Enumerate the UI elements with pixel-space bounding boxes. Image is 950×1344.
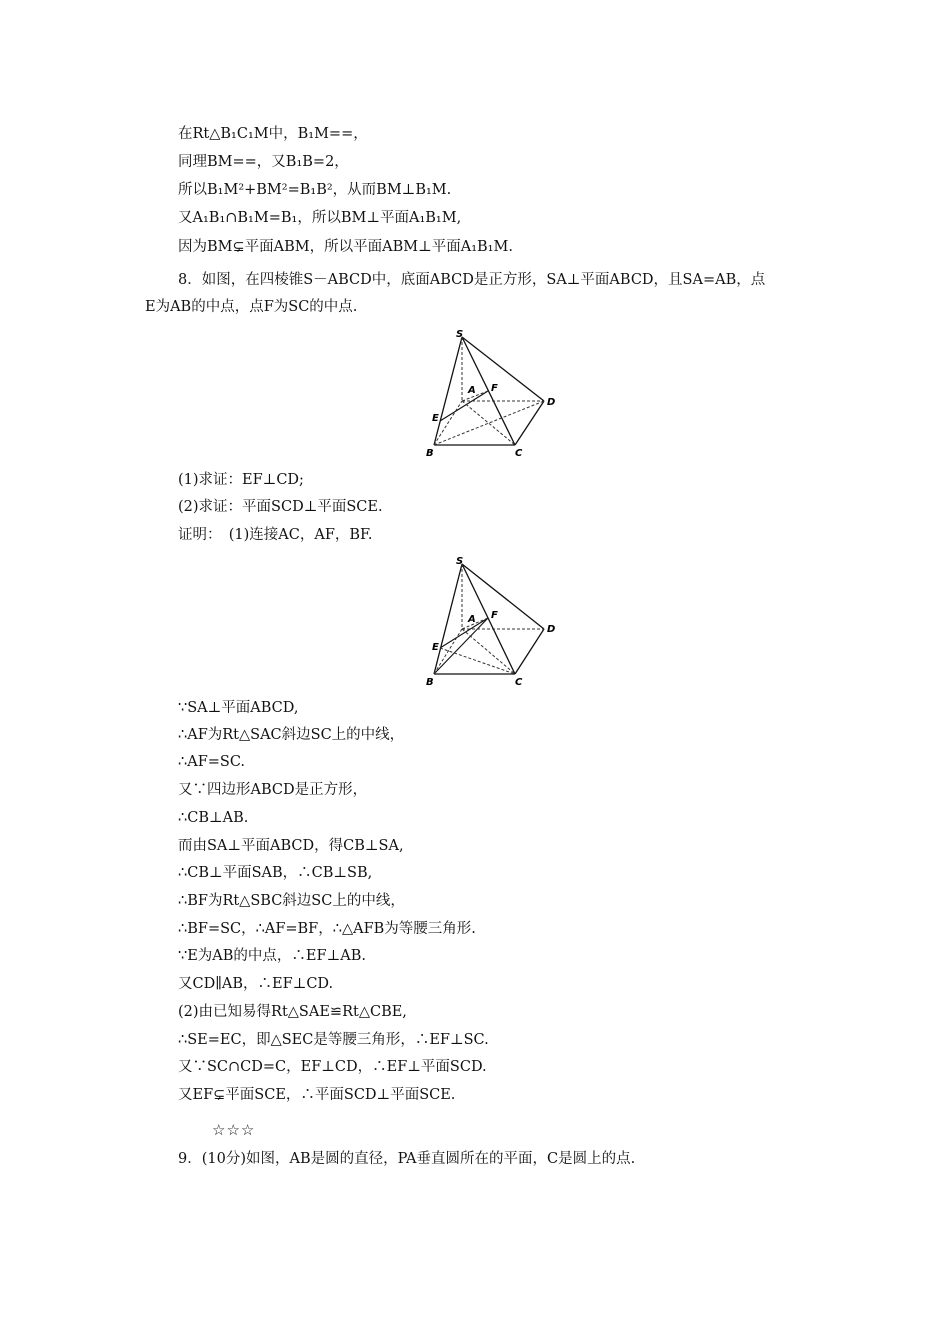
proof-line: ∴CB⊥AB. xyxy=(178,810,249,826)
label-B: B xyxy=(426,677,434,688)
label-D: D xyxy=(547,397,556,408)
proof-line: ∵SA⊥平面ABCD, xyxy=(178,700,299,716)
text-line: 因为BM⊊平面ABM，所以平面ABM⊥平面A₁B₁M. xyxy=(178,239,513,255)
proof-line: ∴CB⊥平面SAB，∴CB⊥SB, xyxy=(178,865,373,881)
star-divider: ☆☆☆ xyxy=(212,1121,256,1139)
label-D: D xyxy=(547,624,556,635)
label-F: F xyxy=(491,383,498,394)
proof-line: ∴BF为Rt△SBC斜边SC上的中线， xyxy=(178,893,405,909)
pyramid-figure-1 xyxy=(420,325,560,463)
proof-line: 又CD∥AB，∴EF⊥CD. xyxy=(178,976,334,992)
label-C: C xyxy=(515,448,523,459)
label-S: S xyxy=(456,556,464,567)
proof-line: ∴AF=SC. xyxy=(178,754,246,770)
label-B: B xyxy=(426,448,434,459)
label-S: S xyxy=(456,329,464,340)
label-C: C xyxy=(515,677,523,688)
proof-line: ∵E为AB的中点，∴EF⊥AB. xyxy=(178,948,366,964)
question-2: (2)求证：平面SCD⊥平面SCE. xyxy=(178,499,383,515)
proof-line: ∴SE=EC，即△SEC是等腰三角形，∴EF⊥SC. xyxy=(178,1032,489,1048)
label-E: E xyxy=(432,642,439,653)
problem-8-statement-cont: E为AB的中点，点F为SC的中点. xyxy=(145,299,358,315)
proof-line: ∴BF=SC，∴AF=BF，∴△AFB为等腰三角形. xyxy=(178,921,476,937)
label-A: A xyxy=(468,614,476,625)
problem-9-statement: 9．(10分)如图，AB是圆的直径，PA垂直圆所在的平面，C是圆上的点. xyxy=(178,1151,636,1167)
proof-line: 又∵四边形ABCD是正方形， xyxy=(178,782,368,798)
pyramid-figure-2 xyxy=(420,552,560,690)
label-F: F xyxy=(491,610,498,621)
text-line: 又A₁B₁∩B₁M=B₁，所以BM⊥平面A₁B₁M, xyxy=(178,210,462,226)
proof-line: 而由SA⊥平面ABCD，得CB⊥SA, xyxy=(178,838,404,854)
problem-8-statement: 8．如图，在四棱锥S－ABCD中，底面ABCD是正方形，SA⊥平面ABCD，且SA=AB，点 xyxy=(178,272,766,288)
text-line: 所以B₁M²+BM²=B₁B²，从而BM⊥B₁M. xyxy=(178,182,452,198)
question-1: (1)求证：EF⊥CD; xyxy=(178,472,304,488)
text-line: 同理BM==，又B₁B=2， xyxy=(178,154,349,170)
proof-line: (2)由已知易得Rt△SAE≌Rt△CBE, xyxy=(178,1004,407,1020)
proof-line: ∴AF为Rt△SAC斜边SC上的中线， xyxy=(178,727,405,743)
label-A: A xyxy=(468,385,476,396)
label-E: E xyxy=(432,413,439,424)
proof-line: 又∵SC∩CD=C，EF⊥CD，∴EF⊥平面SCD. xyxy=(178,1059,487,1075)
proof-line: 又EF⊊平面SCE，∴平面SCD⊥平面SCE. xyxy=(178,1087,456,1103)
proof-intro: 证明： (1)连接AC，AF，BF. xyxy=(178,527,373,543)
text-line: 在Rt△B₁C₁M中，B₁M==， xyxy=(178,126,368,142)
